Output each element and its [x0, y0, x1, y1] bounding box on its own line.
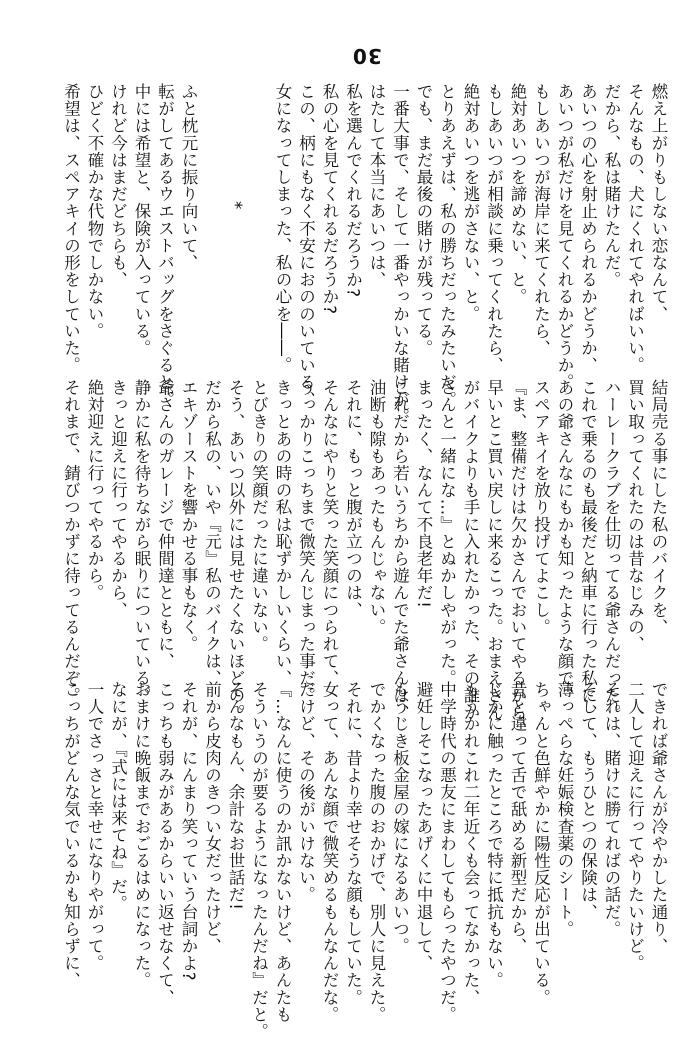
- text-column: さんと一緒にな…』とぬかしやがった。: [437, 379, 457, 687]
- text-column: 女って、あんな顔で微笑めるもんなんだな。: [320, 681, 339, 1023]
- text-column: 絶対あいつを逃がさない、と。: [461, 83, 480, 323]
- text-column: そういうのが要るようになったんだね』だと。: [249, 681, 269, 1040]
- text-column: 絶対あいつを諦めない、と。: [508, 83, 527, 306]
- text-column: あいつが私だけを見てくれるかどうか。: [555, 83, 574, 391]
- text-column: 油断も隙もあったもんじゃない。: [367, 379, 386, 636]
- text-column: それが、にんまり笑っていう台詞かよ?: [179, 681, 198, 982]
- text-column: あいつの心を射止められるかどうか、: [578, 83, 598, 374]
- text-column: 女になってしまった、私の心を――。: [273, 83, 292, 374]
- text-column: うっかりこっちまで微笑んじまった事だ。: [296, 379, 316, 704]
- text-column: もしあいつが相談に乗ってくれたら、: [484, 83, 504, 374]
- text-column: けれど今はまだどちらも、: [108, 83, 128, 289]
- text-column: それに、昔より幸せそうな顔もしていた。: [343, 681, 363, 1006]
- text-column: がバイクよりも手に入れたかった、その誰か: [461, 379, 480, 721]
- text-column: ひどく不確かな代物でしかない。: [85, 83, 104, 340]
- text-column: なにが、『式には来てね』だ。: [108, 681, 128, 913]
- text-column: とりあえずは、私の勝ちだったみたいだ。: [437, 83, 457, 408]
- text-column: もしあいつが海岸に来てくれたら、: [531, 83, 551, 357]
- text-column: 中には希望と、保険が入っている。: [132, 83, 151, 357]
- text-column: 早いとこ買い戻しに来るこった。おまえさん: [484, 379, 504, 721]
- text-column: だから、私は賭けたんだ。: [602, 83, 621, 289]
- text-column: こっちがどんな気でいるかも知らずに、: [61, 681, 81, 989]
- page-number: 30: [352, 44, 382, 68]
- text-column: 薄っぺらな妊娠検査薬のシート。: [555, 681, 574, 938]
- text-column: こっちも弱みがあるからいい返せなくて、: [155, 681, 175, 1006]
- text-column: それは、賭けに勝てればの話だ。: [602, 681, 621, 938]
- text-column: 爺さんのガレージで仲間達とともに、: [155, 379, 175, 670]
- text-column: 一人でさっさと幸せになりやがって。: [85, 681, 104, 972]
- text-column: 昔と違って舌で舐める新型だから、: [508, 681, 527, 955]
- blank-line: [247, 83, 271, 343]
- text-column: あの爺さんなにもかも知ったような顔で、: [555, 379, 574, 704]
- text-column: 買い取ってくれたのは昔なじみの、: [625, 379, 645, 653]
- text-column: スペアキイを放り投げてよこし。: [531, 379, 551, 636]
- text-column: でも、まだ最後の賭けが残ってる。: [414, 83, 433, 357]
- text-column: きっと迎えに行ってやるから、: [108, 379, 128, 619]
- text-column: まったく、なんて不良老年だ!: [414, 379, 433, 609]
- text-column: 結局売る事にした私のバイクを、: [649, 379, 668, 636]
- text-block-lower: [58, 681, 670, 1040]
- blank-line: [200, 83, 224, 343]
- text-column: きっとあの時の私は恥ずかしいくらい、: [273, 379, 292, 687]
- text-column: これで乗るのも最後だと納車に行った私に、: [578, 379, 598, 721]
- text-column: 私を選んでくれるだろうか?: [343, 83, 363, 298]
- text-column: ふと枕元に振り向いて、: [179, 83, 198, 272]
- text-column: もうかれこれ二年近くも会ってなかった、: [461, 681, 480, 1006]
- text-column: これだから若いうちから遊んでた爺さんは、: [390, 379, 410, 721]
- text-column: 静かに私を待ちながら眠りについている。: [132, 379, 151, 704]
- text-column: それまで、錆びつかずに待ってるんだぞ。: [61, 379, 81, 704]
- text-column: そんなもの、犬にくれてやればいい。: [625, 83, 645, 374]
- text-column: 前から皮肉のきつい女だったけど、: [202, 681, 222, 955]
- text-column: そんなもん、余計なお世話だ!: [226, 681, 245, 911]
- text-column: はたして本当にあいつは、: [367, 83, 386, 289]
- text-column: そう、あいつ以外には見せたくないほどの。: [226, 379, 245, 721]
- text-column: ハーレークラブを仕切ってる爺さんだった。: [602, 379, 621, 721]
- text-column: この、柄にもなく不安におののいている、: [296, 83, 316, 408]
- text-column: でかくなった腹のおかげで、別人に見えた。: [367, 681, 386, 1023]
- text-column: ちゃんと色鮮やかに陽性反応が出ている。: [531, 681, 551, 1006]
- text-column: 『ま、整備だけは欠かさんでおいてやるから、: [508, 379, 527, 739]
- text-column: 二人して迎えに行ってやりたいけど。: [625, 681, 645, 972]
- text-column: だけど、その後がいけない。: [296, 681, 316, 904]
- text-column: 『…なんに使うのか訊かないけど、あんたも: [273, 681, 292, 1023]
- text-column: 転がしてあるウエストバッグをさぐると。: [155, 83, 175, 408]
- text-column: 燃え上がりもしない恋なんて、: [649, 83, 668, 323]
- text-column: とびきりの笑顔だったに違いない。: [249, 379, 269, 653]
- text-column: 一番大事で、そして一番やっかいな賭けが。: [390, 83, 410, 425]
- text-column: 希望は、スペアキイの形をしていた。: [61, 83, 81, 374]
- text-column: そして、もうひとつの保険は、: [578, 681, 598, 921]
- text-column: そんなにやりと笑った笑顔につられて、: [320, 379, 339, 687]
- text-column: それに、もっと腹が立つのは、: [343, 379, 363, 619]
- text-column: 絶対迎えに行ってやるから。: [85, 379, 104, 602]
- text-column: できれば爺さんが冷やかした通り、: [649, 681, 668, 955]
- text-column: 中学時代の悪友にまわしてもらったやつだ。: [437, 681, 457, 1023]
- section-break-asterisk: *: [226, 201, 245, 210]
- text-column: 私の心を見てくれるだろうか?: [320, 83, 339, 315]
- text-column: エキゾーストを響かせる事もなく。: [179, 379, 198, 653]
- text-block-upper: [58, 83, 670, 425]
- text-column: 避妊しそこなったあげくに中退して、: [414, 681, 433, 972]
- text-column: おまけに晩飯までおごるはめになった。: [132, 681, 151, 989]
- text-column: だから私の、いや『元』私のバイクは、: [202, 379, 222, 687]
- text-column: じかに触ったところで特に抵抗もない。: [484, 681, 504, 989]
- text-block-middle: [58, 379, 670, 739]
- text-column: もうじき板金屋の嫁になるあいつ。: [390, 681, 410, 955]
